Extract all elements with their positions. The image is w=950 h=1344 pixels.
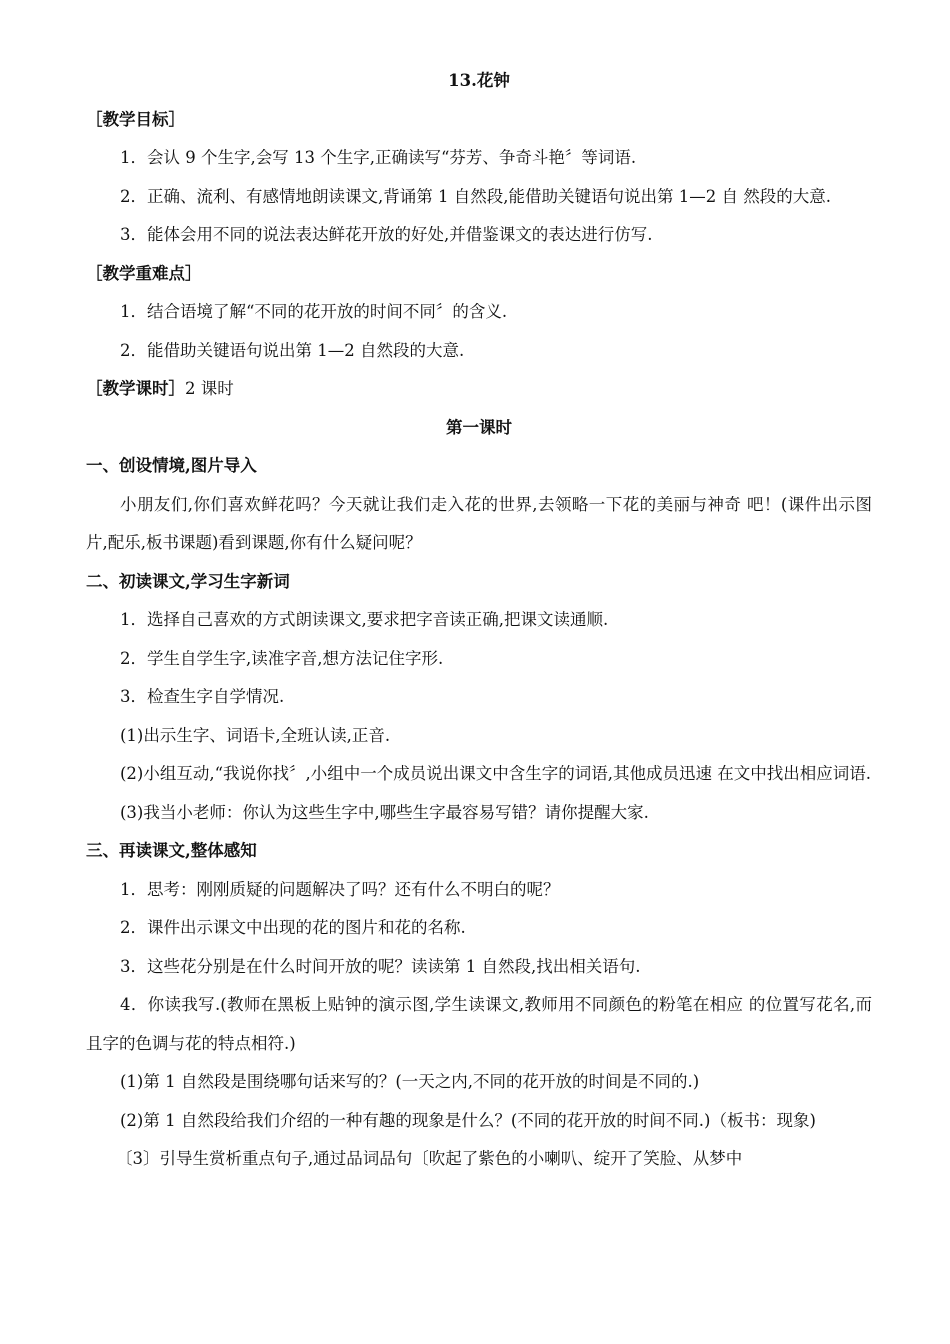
list-item: (3)我当小老师：你认为这些生字中,哪些生字最容易写错？请你提醒大家. bbox=[120, 802, 649, 822]
goal-item: 1．会认 9 个生字,会写 13 个生字,正确读写“芬芳、争奇斗艳〞等词语. bbox=[120, 148, 637, 167]
document-page bbox=[86, 62, 872, 1179]
period-heading: ［教学课时］ bbox=[86, 379, 185, 398]
paragraph: 小朋友们,你们喜欢鲜花吗？今天就让我们走入花的世界,去领略一下花的美丽与神奇 吧！(课件出示图片,配乐,板书课题)看到课题,你有什么疑问呢？ bbox=[86, 494, 872, 552]
goals-heading bbox=[86, 101, 872, 140]
lesson-title: 第一课时 bbox=[446, 417, 512, 437]
section-heading: 一、创设情境,图片导入 bbox=[86, 456, 257, 475]
period-line bbox=[86, 370, 872, 409]
list-item: 4．你读我写.(教师在黑板上贴钟的演示图,学生读课文,教师用不同颜色的粉笔在相应 的位置写花名,而且字的色调与花的特点相符.) bbox=[86, 995, 872, 1053]
goals-heading-label: ［教学目标］ bbox=[86, 109, 185, 129]
key-point-item: 2．能借助关键语句说出第 1—2 自然段的大意. bbox=[120, 340, 465, 360]
section-heading: 二、初读课文,学习生字新词 bbox=[86, 571, 290, 591]
list-item: 3．检查生字自学情况. bbox=[120, 687, 285, 706]
goal-item: 3．能体会用不同的说法表达鲜花开放的好处,并借鉴课文的表达进行仿写. bbox=[120, 225, 653, 244]
list-item: (1)第 1 自然段是围绕哪句话来写的？(一天之内,不同的花开放的时间是不同的.) bbox=[120, 1072, 700, 1091]
key-heading bbox=[86, 255, 872, 294]
list-item: 1．选择自己喜欢的方式朗读课文,要求把字音读正确,把课文读通顺. bbox=[120, 610, 609, 629]
key-point-item: 1．结合语境了解“不同的花开放的时间不同〞的含义. bbox=[120, 302, 508, 321]
list-item: 2．学生自学生字,读准字音,想方法记住字形. bbox=[120, 648, 444, 668]
list-item: 1．思考：刚刚质疑的问题解决了吗？还有什么不明白的呢？ bbox=[120, 879, 560, 899]
list-item: 3．这些花分别是在什么时间开放的呢？读读第 1 自然段,找出相关语句. bbox=[120, 956, 641, 976]
key-heading-label: ［教学重难点］ bbox=[86, 263, 202, 283]
list-item: (1)出示生字、词语卡,全班认读,正音. bbox=[120, 725, 391, 745]
period-value: 2 课时 bbox=[185, 379, 234, 398]
list-item: (2)第 1 自然段给我们介绍的一种有趣的现象是什么？(不同的花开放的时间不同.)（板书：现象) bbox=[120, 1110, 816, 1130]
document-title: 13.花钟 bbox=[448, 71, 510, 90]
list-item: 〔3〕引导生赏析重点句子,通过品词品句〔吹起了紫色的小喇叭、绽开了笑脸、从梦中 bbox=[116, 1149, 743, 1168]
list-item: 2．课件出示课文中出现的花的图片和花的名称. bbox=[120, 918, 466, 937]
section-heading: 三、再读课文,整体感知 bbox=[86, 841, 257, 860]
goal-item: 2．正确、流利、有感情地朗读课文,背诵第 1 自然段,能借助关键语句说出第 1—2 自 然段的大意. bbox=[120, 186, 831, 206]
list-item: (2)小组互动,“我说你找〞,小组中一个成员说出课文中含生字的词语,其他成员迅速 在文中找出相应词语. bbox=[120, 764, 872, 783]
